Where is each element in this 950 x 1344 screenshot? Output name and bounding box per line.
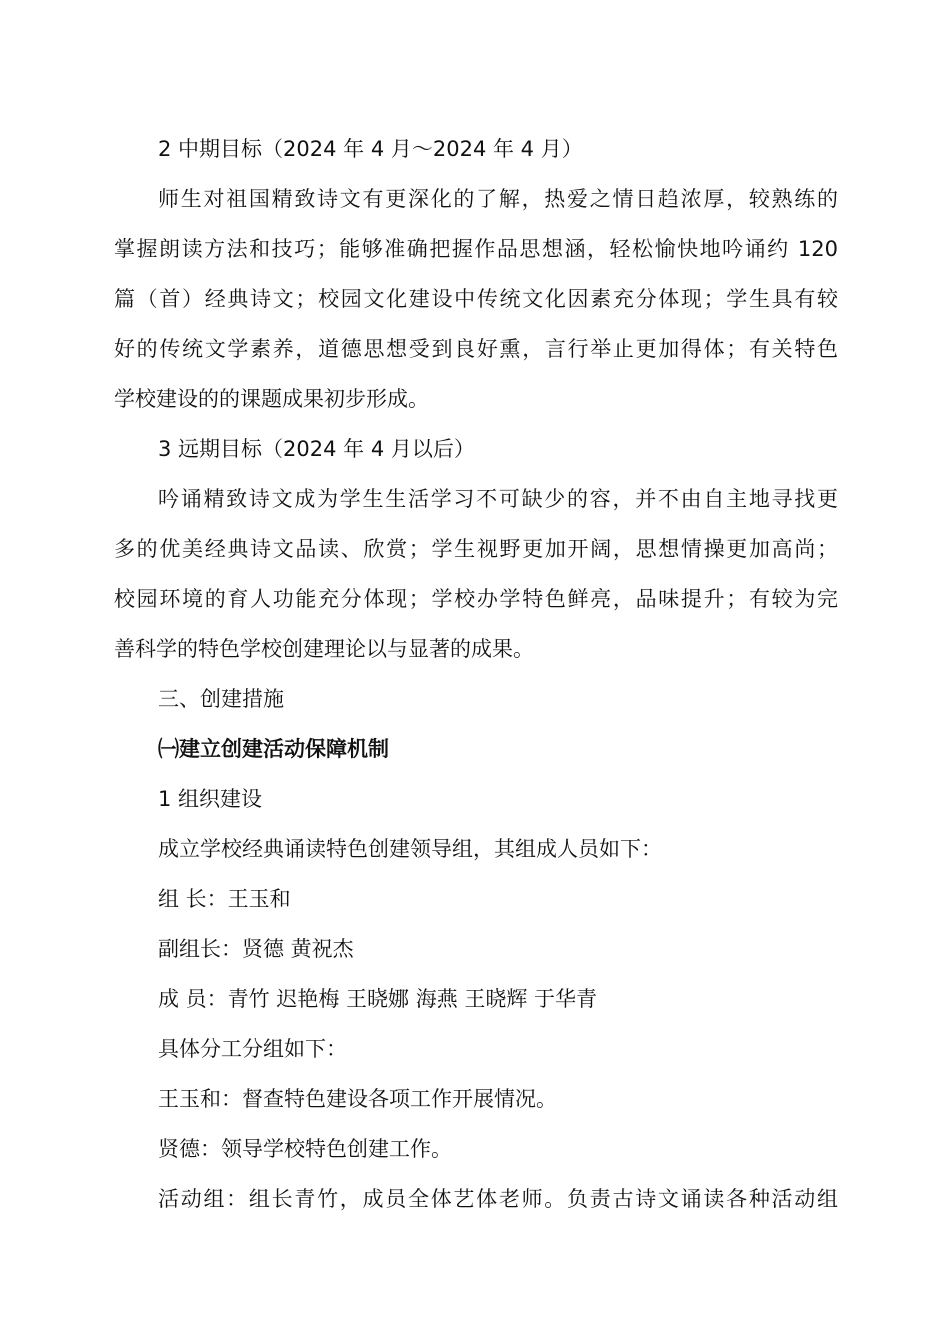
mid-term-para-line: 篇（首）经典诗文；校园文化建设中传统文化因素充分体现；学生具有较 (114, 287, 838, 311)
members-line: 成 员：青竹 迟艳梅 王晓娜 海燕 王晓辉 于华青 (158, 987, 598, 1011)
mid-term-para-line: 学校建设的的课题成果初步形成。 (114, 387, 429, 411)
leader-line: 组 长：王玉和 (158, 887, 291, 911)
mid-term-para-line: 掌握朗读方法和技巧；能够准确把握作品思想涵，轻松愉快地吟诵约 120 (114, 237, 838, 261)
mid-term-para-line: 好的传统文学素养，道德思想受到良好熏，言行举止更加得体；有关特色 (114, 337, 838, 361)
long-term-para-line: 校园环境的育人功能充分体现；学校办学特色鲜亮，品味提升；有较为完 (114, 587, 838, 611)
long-term-para-line: 多的优美经典诗文品读、欣赏；学生视野更加开阔，思想情操更加高尚； (114, 537, 838, 561)
division-intro: 具体分工分组如下： (158, 1037, 347, 1061)
org-heading: 1 组织建设 (158, 787, 263, 811)
section-three-heading: 三、创建措施 (158, 687, 284, 711)
long-term-heading: 3 远期目标（2024 年 4 月以后） (158, 437, 475, 461)
duty-xian: 贤德：领导学校特色创建工作。 (158, 1137, 452, 1161)
long-term-para-line: 吟诵精致诗文成为学生生活学习不可缺少的容，并不由自主地寻找更 (158, 487, 838, 511)
duty-wang: 王玉和：督查特色建设各项工作开展情况。 (158, 1087, 557, 1111)
mid-term-heading: 2 中期目标（2024 年 4 月～2024 年 4 月） (158, 137, 583, 161)
subsection-one-heading: ㈠建立创建活动保障机制 (158, 737, 389, 761)
mid-term-para-line: 师生对祖国精致诗文有更深化的了解，热爱之情日趋浓厚，较熟练的 (158, 187, 838, 211)
duty-activity: 活动组：组长青竹，成员全体艺体老师。负责古诗文诵读各种活动组 (158, 1187, 838, 1211)
long-term-para-line: 善科学的特色学校创建理论以与显著的成果。 (114, 637, 534, 661)
vice-leader-line: 副组长：贤德 黄祝杰 (158, 937, 354, 961)
org-intro: 成立学校经典诵读特色创建领导组，其组成人员如下： (158, 837, 662, 861)
